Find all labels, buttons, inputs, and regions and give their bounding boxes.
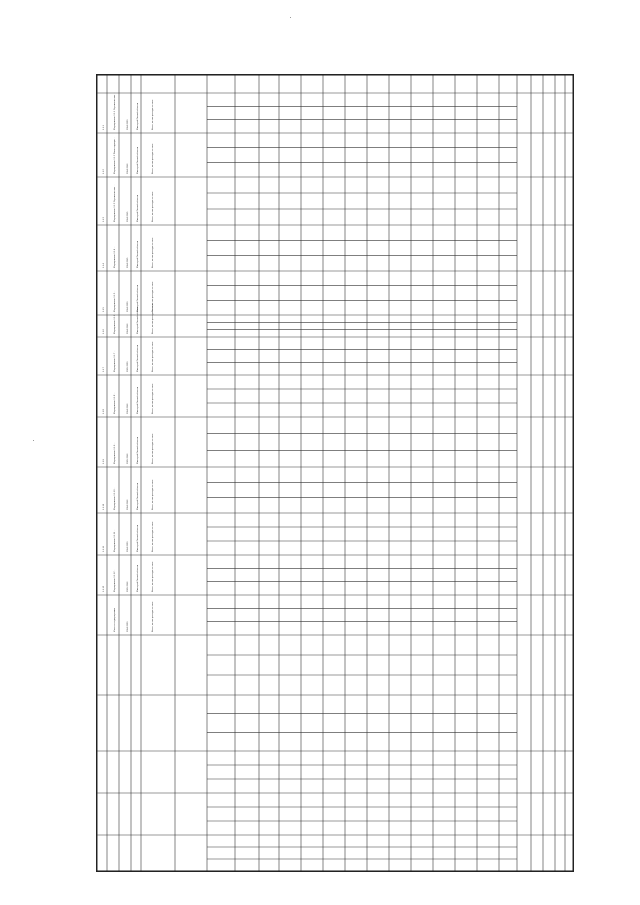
row-source: Всего, из них расходы за счет:: [152, 99, 154, 130]
row-code: 1.1.12: [103, 585, 105, 592]
row-source: Всего, из них расходы за счет:: [152, 433, 154, 464]
scan-speck: [33, 440, 34, 441]
row-source: Всего, из них расходы за счет:: [152, 521, 154, 552]
row-title: Мероприятие 1.1.5 ...: [114, 290, 116, 312]
row-performer: Минстрой Омской области: [137, 102, 139, 130]
row-source: Всего, из них расходы за счет:: [152, 303, 154, 334]
row-title: Мероприятие 1.1.10 ...: [114, 487, 116, 510]
row-performer: Минстрой Омской области: [137, 564, 139, 592]
row-performer: Минстрой Омской области: [137, 306, 139, 334]
row-years: 2014 2016: [127, 163, 129, 174]
row-title: Мероприятие 1.1.2 Реконструкция ...: [114, 136, 116, 174]
row-years: 2014 2015: [127, 257, 129, 268]
row-performer: Минстрой Омской области: [137, 284, 139, 312]
row-source: Всего, из них расходы за счет:: [152, 191, 154, 222]
row-performer: Минстрой Омской области: [137, 482, 139, 510]
row-title: Мероприятие 1.1.7 ...: [114, 350, 116, 372]
row-source: Всего, из них расходы за счет:: [152, 561, 154, 592]
row-title: Мероприятие 1.1.12 ...: [114, 569, 116, 592]
row-years: 2014 2016: [127, 323, 129, 334]
row-years: 2014 2016: [127, 499, 129, 510]
row-code: 1.1.3: [103, 217, 105, 222]
row-years: 2014 2016: [127, 403, 129, 414]
row-years: 2014 2015: [127, 211, 129, 222]
row-source: Всего, из них расходы за счет:: [152, 281, 154, 312]
row-years: 2015 2016: [127, 453, 129, 464]
rotated-table-sheet: [96, 74, 574, 872]
row-title: Мероприятие 1.1.8 ...: [114, 392, 116, 414]
row-source: Всего, из них расходы за счет:: [152, 383, 154, 414]
row-code: 1.1.1: [103, 125, 105, 130]
rotated-table: [97, 75, 573, 871]
row-code: 1.1.8: [103, 409, 105, 414]
row-code: 1.1.2: [103, 169, 105, 174]
row-years: 2015 2020: [127, 361, 129, 372]
row-source: Всего, из них расходы за счет:: [152, 341, 154, 372]
row-code: 1.1.9: [103, 459, 105, 464]
row-performer: Минстрой Омской области: [137, 194, 139, 222]
row-source: Всего, из них расходы за счет:: [152, 601, 154, 632]
row-source: Всего, из них расходы за счет:: [152, 143, 154, 174]
row-code: 1.1.6: [103, 329, 105, 334]
row-performer: Минстрой Омской области: [137, 386, 139, 414]
row-performer: Минстрой Омской области: [137, 240, 139, 268]
row-code: 1.1.5: [103, 307, 105, 312]
row-title: Мероприятие 1.1.4 ...: [114, 246, 116, 268]
row-years: 2015 2016: [127, 581, 129, 592]
row-title: Мероприятие 1.1.11 ...: [114, 529, 116, 552]
row-title: Мероприятие 1.1.3 Строительство ...: [114, 184, 116, 222]
row-performer: Минстрой Омской области: [137, 344, 139, 372]
row-code: 1.1.7: [103, 367, 105, 372]
row-years: 2014 2020: [127, 119, 129, 130]
row-title: Мероприятие 1.1.9 ...: [114, 442, 116, 464]
row-title: Мероприятие 1.1.6 ...: [114, 312, 116, 334]
row-performer: Минстрой Омской области: [137, 524, 139, 552]
row-performer: Минстрой Омской области: [137, 146, 139, 174]
row-source: Всего, из них расходы за счет:: [152, 479, 154, 510]
row-code: 1.1.10: [103, 503, 105, 510]
scan-speck: [290, 17, 291, 18]
row-title: Мероприятие 1.1.1 Строительство ...: [114, 92, 116, 130]
row-years: 2014 2020: [127, 621, 129, 632]
row-years: 2014 2020: [127, 541, 129, 552]
row-source: Всего, из них расходы за счет:: [152, 237, 154, 268]
row-code: 1.1.4: [103, 263, 105, 268]
row-title: Итого по подпрограмме: [114, 607, 116, 632]
row-performer: Минстрой Омской области: [137, 436, 139, 464]
row-code: 1.1.11: [103, 546, 105, 552]
row-years: 2014 2020: [127, 301, 129, 312]
